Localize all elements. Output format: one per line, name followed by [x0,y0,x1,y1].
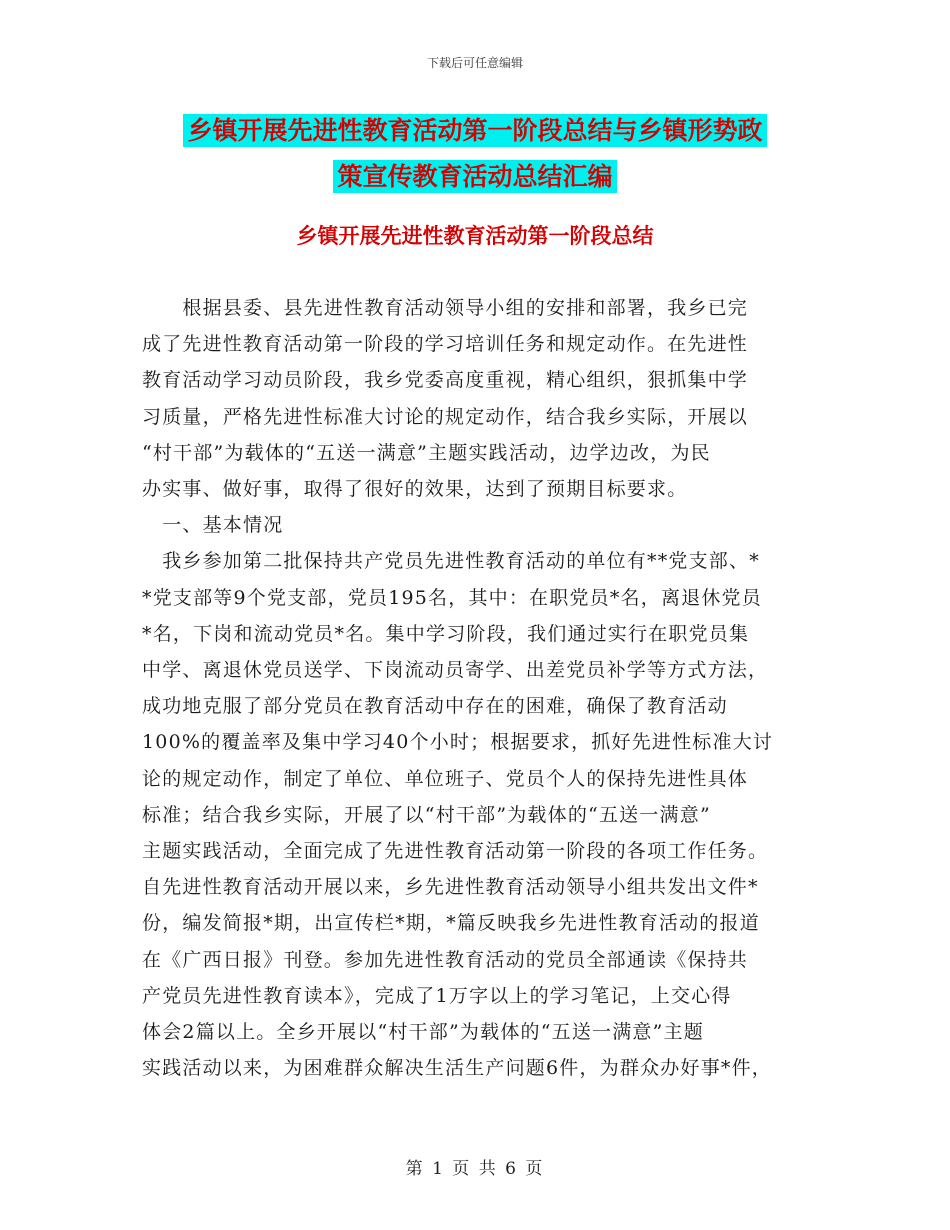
title-line-2: 策宣传教育活动总结汇编 [333,160,616,193]
document-title [140,108,810,200]
text-line: “村干部”为载体的“五送一满意”主题实践活动，边学边改，为民 [142,441,711,464]
text-line: 根据县委、县先进性教育活动领导小组的安排和部署，我乡已完 [142,297,749,319]
header-note: 下载后可任意编辑 [426,56,523,70]
text-line: 论的规定动作，制定了单位、单位班子、党员个人的保持先进性具体 [142,767,749,790]
section-heading: 一、基本情况 [142,514,284,537]
text-line: 成了先进性教育活动第一阶段的学习培训任务和规定动作。在先进性 [142,333,749,356]
text-line: 在《广西日报》刊登。参加先进性教育活动的党员全部通读《保持共 [142,948,749,971]
text-line: 份，编发简报*期，出宣传栏*期，*篇反映我乡先进性教育活动的报道 [142,912,760,935]
text-line: *名，下岗和流动党员*名。集中学习阶段，我们通过实行在职党员集 [142,622,750,645]
section-title: 乡镇开展先进性教育活动第一阶段总结 [296,224,654,248]
text-line: 实践活动以来，为困难群众解决生活生产问题6件，为群众办好事*件， [142,1057,772,1080]
text-line: 自先进性教育活动开展以来，乡先进性教育活动领导小组共发出文件* [142,876,759,899]
text-line: 成功地克服了部分党员在教育活动中存在的困难，确保了教育活动 [142,695,728,718]
body-text [142,290,812,1086]
text-line: 中学、离退休党员送学、下岗流动员寄学、出差党员补学等方式方法， [142,659,769,682]
text-line: 100%的覆盖率及集中学习40个小时；根据要求，抓好先进性标准大讨 [142,731,774,754]
text-line: 办实事、做好事，取得了很好的效果，达到了预期目标要求。 [142,478,688,501]
text-line: *党支部等9个党支部，党员195名，其中：在职党员*名，离退休党员 [142,586,762,609]
text-line: 我乡参加第二批保持共产党员先进性教育活动的单位有**党支部、* [142,550,760,573]
page-number: 第 1 页 共 6 页 [405,1159,545,1179]
text-line: 教育活动学习动员阶段，我乡党委高度重视，精心组织，狠抓集中学 [142,369,749,392]
text-line: 标准；结合我乡实际，开展了以“村干部”为载体的“五送一满意” [142,803,711,826]
text-line: 主题实践活动，全面完成了先进性教育活动第一阶段的各项工作任务。 [142,840,769,863]
title-line-1: 乡镇开展先进性教育活动第一阶段总结与乡镇形势政 [183,114,766,147]
text-line: 体会2篇以上。全乡开展以“村干部”为载体的“五送一满意”主题 [142,1021,704,1044]
text-line: 产党员先进性教育读本》，完成了1万字以上的学习笔记，上交心得 [142,984,732,1007]
text-line: 习质量，严格先进性标准大讨论的规定动作，结合我乡实际，开展以 [142,405,749,428]
